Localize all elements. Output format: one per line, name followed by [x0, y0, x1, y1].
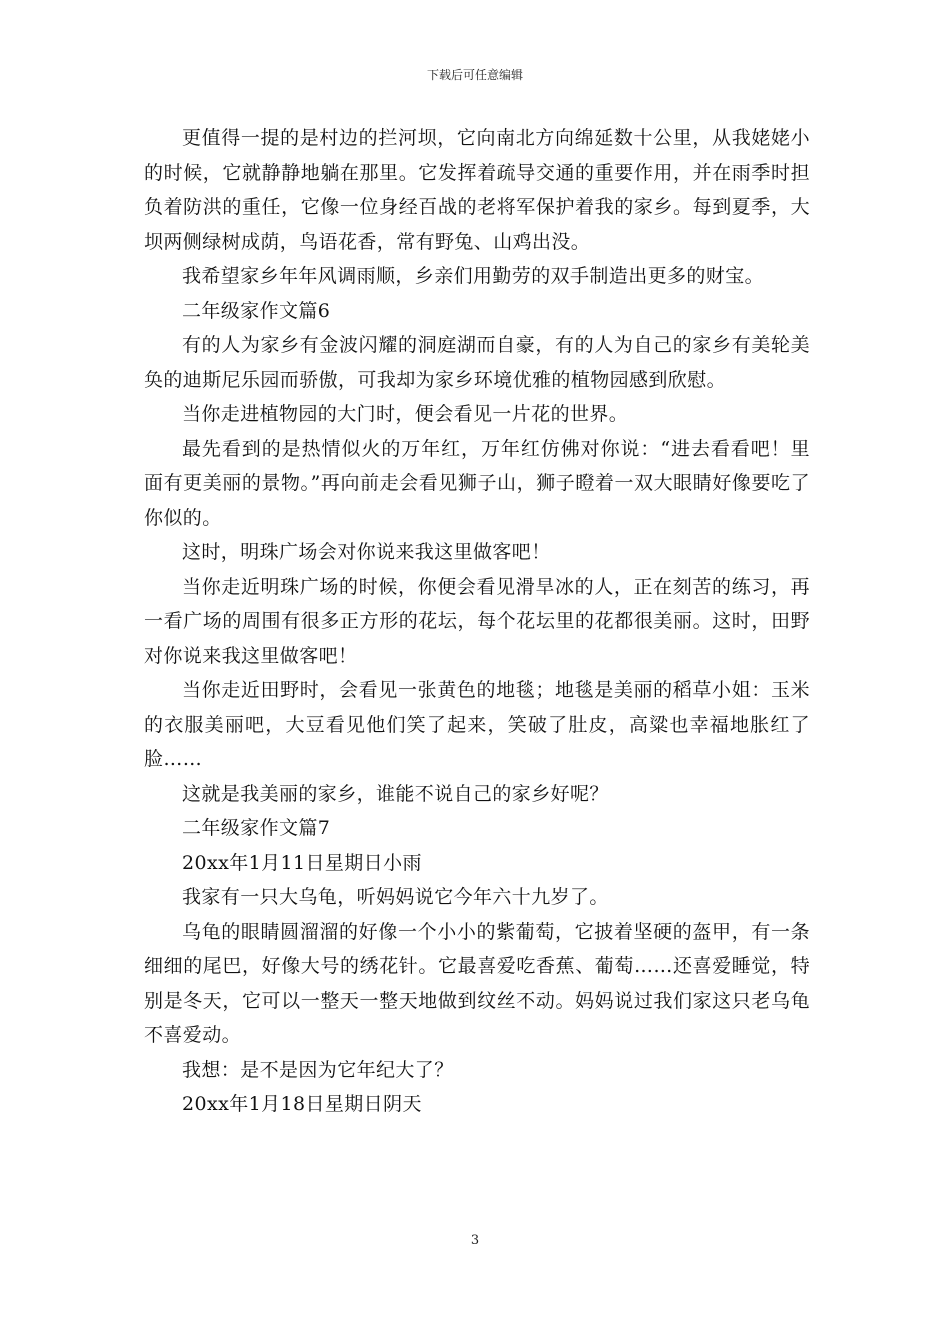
document-body: [144, 121, 810, 1122]
paragraph-mingzhu-square-invite: 这时，明珠广场会对你说来我这里做客吧！: [182, 541, 551, 563]
diary-date-jan-18: 20xx年1月18日星期日阴天: [182, 1093, 422, 1115]
paragraph-turtle-intro: 我家有一只大乌龟，听妈妈说它今年六十九岁了。: [182, 886, 609, 908]
paragraph-mingzhu-square: 当你走近明珠广场的时候，你便会看见滑旱冰的人，正在刻苦的练习，再一看广场的周围有很多正方形的花坛，每个花坛里的花都很美丽。这时，田野对你说来我这里做客吧！: [144, 575, 810, 667]
page-header-note: 下载后可任意编辑: [426, 68, 523, 82]
paragraph-hometown-conclusion: 这就是我美丽的家乡，谁能不说自己的家乡好呢？: [182, 782, 609, 805]
section-heading-7: 二年级家作文篇7: [182, 817, 331, 839]
paragraph-red-flowers: 最先看到的是热情似火的万年红，万年红仿佛对你说：“进去看看吧！里面有更美丽的景物。”再向前走会看见狮子山，狮子瞪着一双大眼睛好像要吃了你似的。: [144, 437, 810, 529]
paragraph-turtle-description: 乌龟的眼睛圆溜溜的好像一个小小的紫葡萄，它披着坚硬的盔甲，有一条细细的尾巴，好像大号的绣花针。它最喜爱吃香蕉、葡萄……还喜爱睡觉，特别是冬天，它可以一整天一整天地做到纹丝不动。妈妈说过我们家这只老乌龟不喜爱动。: [144, 920, 810, 1046]
paragraph-dam: 更值得一提的是村边的拦河坝，它向南北方向绵延数十公里，从我姥姥小的时候，它就静静地躺在那里。它发挥着疏导交通的重要作用，并在雨季时担负着防洪的重任，它像一位身经百战的老将军保护着我的家乡。每到夏季，大坝两侧绿树成荫，鸟语花香，常有野兔、山鸡出没。: [144, 127, 810, 253]
paragraph-fields: 当你走近田野时，会看见一张黄色的地毯；地毯是美丽的稻草小姐：玉米的衣服美丽吧，大豆看见他们笑了起来，笑破了肚皮，高粱也幸福地胀红了脸……: [144, 679, 810, 770]
diary-date-jan-11: 20xx年1月11日星期日小雨: [182, 851, 422, 874]
paragraph-turtle-thought: 我想：是不是因为它年纪大了？: [182, 1058, 454, 1081]
paragraph-garden-gate: 当你走进植物园的大门时，便会看见一片花的世界。: [182, 403, 629, 425]
section-heading-6: 二年级家作文篇6: [182, 299, 331, 322]
page-number: 3: [470, 1233, 480, 1248]
paragraph-botanical-garden-intro: 有的人为家乡有金波闪耀的洞庭湖而自豪，有的人为自己的家乡有美轮美奂的迪斯尼乐园而骄傲，可我却为家乡环境优雅的植物园感到欣慰。: [144, 334, 810, 391]
paragraph-wish: 我希望家乡年年风调雨顺，乡亲们用勤劳的双手制造出更多的财宝。: [182, 265, 765, 287]
